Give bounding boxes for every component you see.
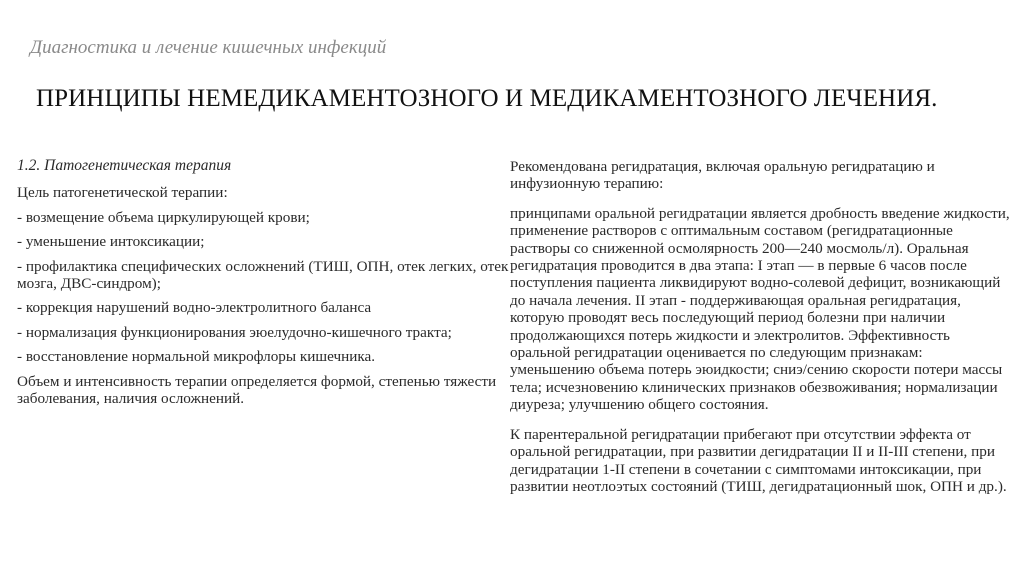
list-item: - коррекция нарушений водно-электролитного баланса <box>17 299 372 317</box>
list-item: - возмещение объема циркулирующей крови; <box>17 208 310 226</box>
right-column <box>510 158 1010 507</box>
presentation-subtitle: Диагностика и лечение кишечных инфекций <box>30 37 387 58</box>
paragraph-intro: Рекомендована регидратация, включая оральную регидратацию и инфузионную терапию: <box>510 158 935 193</box>
list-item: - нормализация функционирования эюелудочно-кишечного тракта; <box>17 323 452 341</box>
list-item: - восстановление нормальной микрофлоры кишечника. <box>17 348 376 366</box>
slide-title: ПРИНЦИПЫ НЕМЕДИКАМЕНТОЗНОГО И МЕДИКАМЕНТОЗНОГО ЛЕЧЕНИЯ. <box>36 85 938 112</box>
left-column <box>17 157 515 414</box>
paragraph-parenteral-rehydration: К парентеральной регидратации прибегают при отсутствии эффекта от оральной регидратации, при развитии дегидратации II и II-III степени, при дегидратации 1-II степени в сочетании с симптомами интоксикации, при развитии неотлоэтых состояний (ТИШ, дегидратационный шок, ОПН и др.). <box>510 425 1007 495</box>
paragraph-oral-rehydration: принципами оральной регидратации является дробность введение жидкости, применение растворов с оптимальным составом (регидратационные растворы со сниженной осмолярность 200—240 мосмоль/л). Оральная регидратация проводится в два этапа: I этап — в первые 6 часов после поступления пациента ликвидируют водно-солевой дефицит, возникающий до начала лечения. II этап - поддерживающая оральная регидратация, которую проводят весь последующий период болезни при наличии продолжающихся потерь жидкости и электролитов. Эффективность оральной регидратации оценивается по следующим признакам: уменьшению объема потерь эюидкости; сниэ/сению скорости потери массы тела; исчезновению клинических признаков обезвоживания; нормализации диуреза; улучшению общего состояния. <box>510 204 1010 414</box>
list-item: - профилактика специфических осложнений (ТИШ, ОПН, отек легких, отек мозга, ДВС-синдром); <box>17 257 509 293</box>
list-item: Цель патогенетической терапии: <box>17 184 228 202</box>
list-item: - уменьшение интоксикации; <box>17 233 205 251</box>
section-heading: 1.2. Патогенетическая терапия <box>17 157 232 174</box>
list-item: Объем и интенсивность терапии определяется формой, степенью тяжести заболевания, наличия осложнений. <box>17 372 497 408</box>
